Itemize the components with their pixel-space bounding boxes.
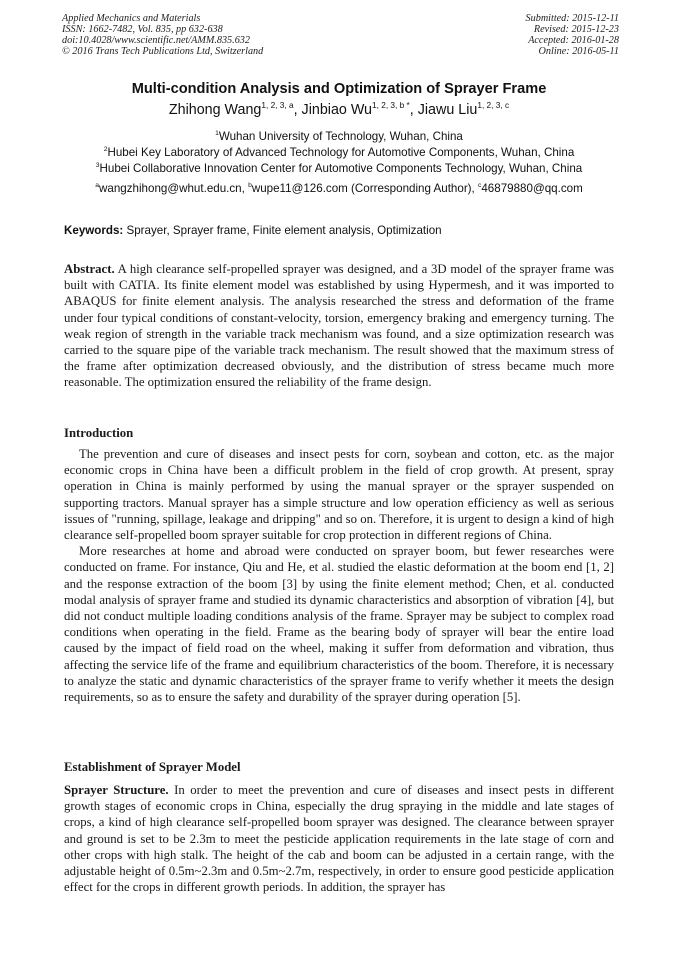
- journal-info: [62, 13, 263, 57]
- email-marker: c: [478, 181, 482, 189]
- author-affiliation-marker: 1, 2, 3, a: [261, 99, 294, 110]
- affiliation-marker: 3: [95, 161, 100, 169]
- paragraph: More researches at home and abroad were conducted on sprayer boom, but fewer researches were conducted on frame. For instance, Qiu and He, et al. studied the elastic deformation at the boom end [1, 2] and the response extraction of the boom [3] by using the finite element method; Chen, et al. conducted modal analysis of sprayer frame and studied its dynamic characteristics and absorption of vibration [4], but did not conduct multiple loading conditions analysis of the frame. Sprayer may be subject to complex road conditions when operating in the field. Frame as the bearing body of sprayer will bear the entire load caused by the impact of field road on the wheel, making it suffer from deformation and vibration, thus affecting the service life of the frame and equilibrium characteristics of the boom. Therefore, it is necessary to analyze the static and dynamic characteristics of the sprayer frame to verify whether it meets the design requirements, so as to ensure the safety and durability of the sprayer during operation [5].: [64, 544, 614, 705]
- affiliation-list: [0, 129, 678, 176]
- journal-doi[interactable]: doi:10.4028/www.scientific.net/AMM.835.632: [62, 35, 250, 47]
- affiliation-marker: 1: [215, 129, 219, 137]
- section-heading-sprayer-model: Establishment of Sprayer Model: [64, 760, 241, 774]
- section-heading-introduction: Introduction: [64, 426, 134, 440]
- paragraph: The prevention and cure of diseases and insect pests for corn, soybean and cotton, etc. as the major economic crops in China have been a difficult problem in the field of crop growth. At present, spray operation in China is mainly performed by using the manual sprayer or the sprayer suspended on supporting tractors. Manual sprayer has a simple structure and low operation efficiency as well as serious issues of "running, spillage, leakage and dripping" and so on. Therefore, it is urgent to design a kind of high clearance self-propelled boom sprayer suitable for crop protection in different regions of China.: [64, 447, 614, 543]
- author-separator: ,: [293, 102, 302, 118]
- date-accepted: Accepted: 2016-01-28: [528, 35, 619, 47]
- keywords-text: Sprayer, Sprayer frame, Finite element analysis, Optimization: [123, 224, 442, 237]
- affiliation: [0, 129, 678, 145]
- email-link[interactable]: wupe11@126.com (Corresponding Author),: [251, 182, 478, 195]
- abstract-label: Abstract.: [64, 262, 115, 276]
- email-marker: b: [248, 181, 252, 189]
- journal-issn: ISSN: 1662-7482, Vol. 835, pp 632-638: [62, 24, 223, 36]
- author-list: [0, 100, 678, 120]
- publication-dates: [526, 13, 619, 57]
- abstract: [64, 261, 614, 391]
- affiliation-text: Hubei Key Laboratory of Advanced Technology for Automotive Components, Wuhan, China: [107, 145, 575, 159]
- author-name: Zhihong Wang: [168, 102, 262, 118]
- paragraph-text: In order to meet the prevention and cure of diseases and insect pests in different growth stages of economic crops in China, especially the drug spraying in the middle and late stages of crops, a kind of high clearance self-propelled boom sprayer was designed. The clearance between sprayer and ground is set to be 2.3m to meet the pesticide application requirements in the late stage of corn and other crops with high stalk. The height of the cab and boom can be adjusted in a certain range, with the adjustable height of 0.5m~2.3m and 0.5m~2.7m, respectively, in order to ensure good pesticide application effect for the crops in different growth periods. In addition, the sprayer has: [64, 783, 614, 895]
- affiliation: [0, 145, 678, 161]
- email-link[interactable]: 46879880@qq.com: [481, 182, 583, 195]
- email-link[interactable]: wangzhihong@whut.edu.cn,: [99, 182, 249, 195]
- keywords: [64, 223, 442, 239]
- journal-copyright: © 2016 Trans Tech Publications Ltd, Switzerland: [62, 46, 264, 58]
- affiliation-text: Hubei Collaborative Innovation Center for Automotive Components Technology, Wuhan, China: [99, 161, 583, 175]
- affiliation: [0, 161, 678, 177]
- paper-title: Multi-condition Analysis and Optimization of Sprayer Frame: [131, 81, 547, 97]
- paragraph-lead: Sprayer Structure.: [64, 783, 169, 797]
- keywords-label: Keywords:: [64, 224, 124, 237]
- date-revised: Revised: 2015-12-23: [533, 24, 619, 36]
- date-submitted: Submitted: 2015-12-11: [525, 13, 619, 24]
- date-online: Online: 2016-05-11: [538, 46, 619, 58]
- affiliation-text: Wuhan University of Technology, Wuhan, China: [218, 130, 463, 143]
- journal-name: Applied Mechanics and Materials: [62, 13, 201, 24]
- email-marker: a: [95, 181, 100, 189]
- introduction-body: [64, 446, 614, 705]
- author-name: Jinbiao Wu: [301, 102, 373, 118]
- abstract-text: A high clearance self-propelled sprayer was designed, and a 3D model of the sprayer frame was built with CATIA. Its finite element model was established by using Hypermesh, and it was imported to ABAQUS for finite element analysis. The analysis researched the stress and deformation of the frame under four typical conditions of constant-velocity, torsion, emergency braking and emergency turning. The weak region of strength in the variable track mechanism was found, and a size optimization research was carried to the square pipe of the variable track mechanism. The result showed that the maximum stress of the frame after optimization decreased obviously, and the distribution of stress became much more reasonable. The optimization ensured the reliability of the frame design.: [64, 262, 614, 390]
- paragraph: [64, 782, 614, 895]
- author-separator: ,: [409, 102, 418, 118]
- author-name: Jiawu Liu: [417, 102, 478, 118]
- author-affiliation-marker: 1, 2, 3, b *: [372, 99, 410, 110]
- affiliation-marker: 2: [103, 145, 108, 153]
- email-list: [0, 181, 678, 197]
- author-affiliation-marker: 1, 2, 3, c: [477, 99, 510, 110]
- sprayer-model-body: [64, 782, 614, 895]
